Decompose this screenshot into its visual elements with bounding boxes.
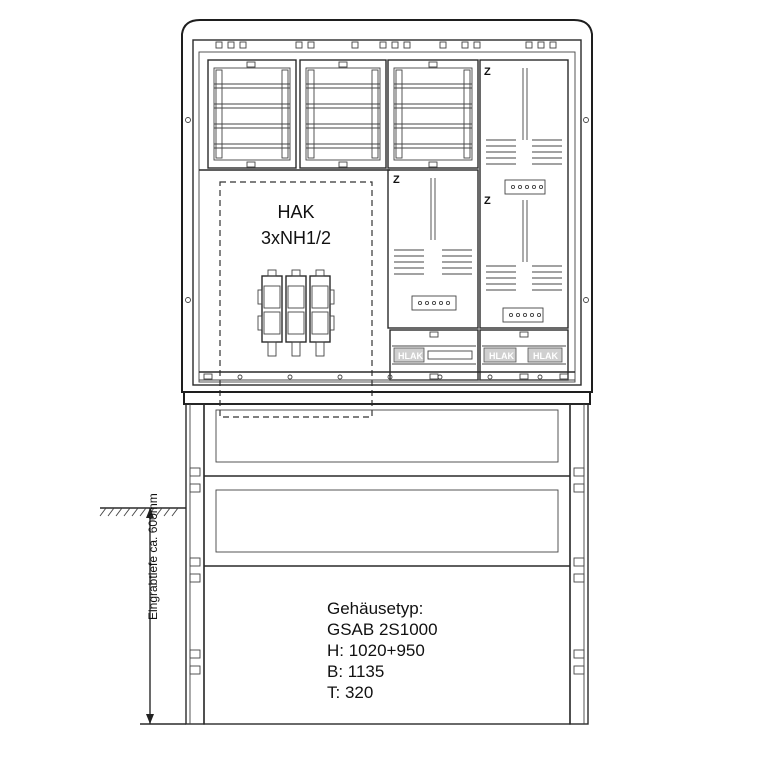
hak-fuse-type: 3xNH1/2 bbox=[260, 228, 332, 248]
nh-fuse-holder-1 bbox=[258, 270, 282, 356]
fuse-rail-panels bbox=[208, 60, 478, 168]
fuse-rail-panel-2 bbox=[300, 60, 386, 168]
nh-fuse-holder-3 bbox=[310, 270, 334, 356]
hlak-label-3: HLAK bbox=[533, 351, 558, 361]
fuse-rail-panel-3 bbox=[388, 60, 478, 168]
housing-depth: T: 320 bbox=[327, 683, 374, 702]
z-label-1: Z bbox=[484, 66, 491, 78]
hak-title: HAK bbox=[277, 202, 315, 222]
meter-section-middle bbox=[388, 170, 478, 328]
z-label-3: Z bbox=[393, 174, 400, 186]
housing-model: GSAB 2S1000 bbox=[327, 620, 438, 639]
upper-bottom-rail bbox=[199, 372, 575, 380]
housing-spec-block bbox=[327, 598, 438, 703]
ground-line bbox=[100, 508, 186, 516]
nh-fuse-holder-2 bbox=[286, 270, 306, 356]
top-clip-row bbox=[216, 42, 556, 48]
meter-section-right-top bbox=[480, 60, 568, 328]
housing-type-label: Gehäusetyp: bbox=[327, 599, 424, 618]
housing-width: B: 1135 bbox=[327, 662, 385, 681]
housing-height: H: 1020+950 bbox=[327, 641, 425, 660]
hlak-label-1: HLAK bbox=[398, 351, 423, 361]
hlak-label-2: HLAK bbox=[489, 351, 514, 361]
burial-depth-label: Eingrabtiefe ca. 600mm bbox=[146, 493, 160, 620]
fuse-rail-panel-1 bbox=[208, 60, 296, 168]
z-label-2: Z bbox=[484, 195, 491, 207]
